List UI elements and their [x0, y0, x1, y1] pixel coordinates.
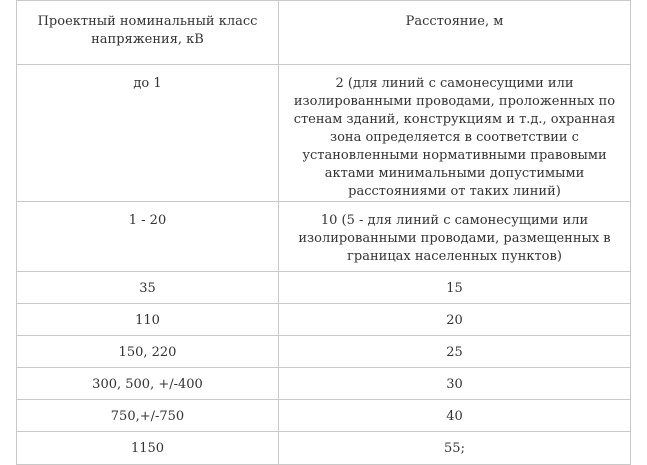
protection-zone-table	[16, 0, 631, 465]
distance-cell: 10 (5 - для линий с самонесущими или изолированными проводами, размещенных в границах населенных пунктов)	[279, 202, 631, 272]
distance-cell: 40	[279, 400, 631, 432]
table-row	[17, 336, 631, 368]
voltage-cell: 1150	[17, 432, 279, 465]
table-row	[17, 432, 631, 465]
distance-cell: 2 (для линий с самонесущими или изолированными проводами, проложенных по стенам зданий, конструкциям и т.д., охранная зона определяется в соответствии с установленными нормативными правовыми актами минимальными допустимыми расстояниями от таких линий)	[279, 65, 631, 202]
voltage-cell: до 1	[17, 65, 279, 202]
table-row	[17, 368, 631, 400]
voltage-cell: 110	[17, 304, 279, 336]
table-row	[17, 400, 631, 432]
document-table-container	[16, 0, 630, 465]
table-row	[17, 65, 631, 202]
header-distance-cell: Расстояние, м	[279, 1, 631, 65]
distance-cell: 55;	[279, 432, 631, 465]
voltage-cell: 300, 500, +/-400	[17, 368, 279, 400]
table-row	[17, 272, 631, 304]
table-header-row	[17, 1, 631, 65]
distance-cell: 30	[279, 368, 631, 400]
distance-cell: 25	[279, 336, 631, 368]
table-row	[17, 202, 631, 272]
distance-cell: 20	[279, 304, 631, 336]
voltage-cell: 750,+/-750	[17, 400, 279, 432]
header-voltage-cell: Проектный номинальный класс напряжения, кВ	[17, 1, 279, 65]
distance-cell: 15	[279, 272, 631, 304]
voltage-cell: 150, 220	[17, 336, 279, 368]
table-row	[17, 304, 631, 336]
voltage-cell: 35	[17, 272, 279, 304]
voltage-cell: 1 - 20	[17, 202, 279, 272]
